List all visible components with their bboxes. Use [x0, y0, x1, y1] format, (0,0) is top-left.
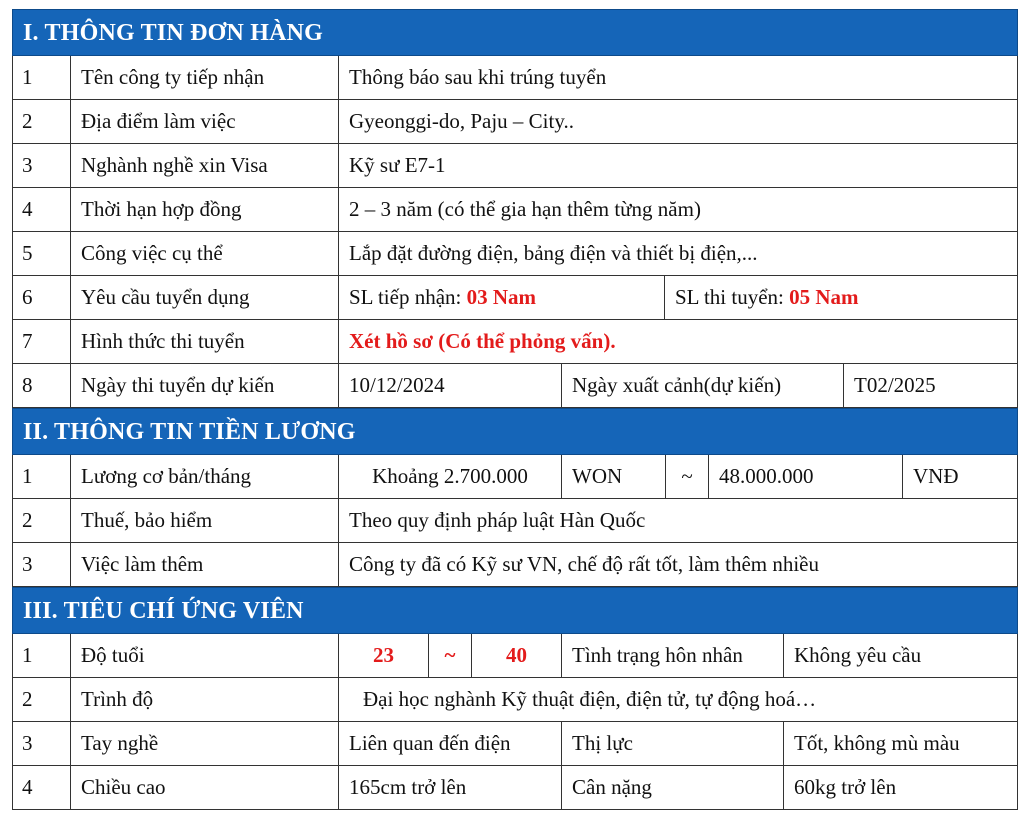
row-number: 1: [22, 643, 33, 667]
row-value: Đại học nghành Kỹ thuật điện, điện tử, tự động hoá…: [338, 678, 1017, 721]
table-row: [12, 766, 1018, 810]
row-value: Thông báo sau khi trúng tuyển: [338, 56, 1017, 99]
row-label: Yêu cầu tuyển dụng: [70, 276, 338, 319]
row-label: Độ tuổi: [70, 634, 338, 677]
age-min-value: 23: [338, 634, 428, 677]
table-row: [12, 320, 1018, 364]
row-number: 1: [22, 65, 33, 89]
row-label: Công việc cụ thể: [70, 232, 338, 275]
eyesight-value: Tốt, không mù màu: [783, 722, 1017, 765]
currency-won: WON: [561, 455, 665, 498]
weight-value: 60kg trở lên: [783, 766, 1017, 809]
range-tilde: ~: [665, 455, 708, 498]
age-max-value: 40: [471, 634, 561, 677]
row-value: Theo quy định pháp luật Hàn Quốc: [338, 499, 1017, 542]
recruitment-table: [12, 9, 1018, 810]
row-label: Thời hạn hợp đồng: [70, 188, 338, 231]
row-label: Tên công ty tiếp nhận: [70, 56, 338, 99]
row-label: Nghành nghề xin Visa: [70, 144, 338, 187]
section-candidate-criteria-header: III. TIÊU CHÍ ỨNG VIÊN: [12, 587, 1018, 634]
exam-quantity-value: 05 Nam: [789, 285, 859, 309]
row-label: Chiều cao: [70, 766, 338, 809]
exam-quantity-label: SL thi tuyển:: [675, 285, 790, 309]
departure-date-value: T02/2025: [843, 364, 1017, 407]
section-order-info-header: I. THÔNG TIN ĐƠN HÀNG: [12, 9, 1018, 56]
salary-amount-vnd: 48.000.000: [708, 455, 902, 498]
row-label: Hình thức thi tuyển: [70, 320, 338, 363]
marital-status-value: Không yêu cầu: [783, 634, 1017, 677]
weight-label: Cân nặng: [561, 766, 783, 809]
receive-quantity-cell: [338, 276, 664, 319]
age-range-tilde: ~: [428, 634, 471, 677]
receive-quantity-value: 03 Nam: [466, 285, 537, 309]
row-number: 1: [22, 464, 33, 488]
salary-amount-won: Khoảng 2.700.000: [338, 455, 561, 498]
table-row: [12, 678, 1018, 722]
row-number: 7: [22, 329, 33, 353]
row-value: Công ty đã có Kỹ sư VN, chế độ rất tốt, làm thêm nhiều: [338, 543, 1017, 586]
row-label: Thuế, bảo hiểm: [70, 499, 338, 542]
table-row: [12, 499, 1018, 543]
exam-format-value: Xét hồ sơ (Có thể phỏng vấn).: [338, 320, 1017, 363]
row-value: Gyeonggi-do, Paju – City..: [338, 100, 1017, 143]
table-row: [12, 188, 1018, 232]
table-row: [12, 634, 1018, 678]
exam-quantity-cell: [664, 276, 1017, 319]
table-row: [12, 232, 1018, 276]
row-number: 3: [22, 153, 33, 177]
row-label: Tay nghề: [70, 722, 338, 765]
row-number: 4: [22, 775, 33, 799]
row-number: 3: [22, 552, 33, 576]
row-number: 2: [22, 109, 33, 133]
height-value: 165cm trở lên: [338, 766, 561, 809]
marital-status-label: Tình trạng hôn nhân: [561, 634, 783, 677]
skill-value: Liên quan đến điện: [338, 722, 561, 765]
section-salary-info-header: II. THÔNG TIN TIỀN LƯƠNG: [12, 408, 1018, 455]
row-value: 2 – 3 năm (có thể gia hạn thêm từng năm): [338, 188, 1017, 231]
table-row: [12, 56, 1018, 100]
row-value: Kỹ sư E7-1: [338, 144, 1017, 187]
row-label: Lương cơ bản/tháng: [70, 455, 338, 498]
departure-date-label: Ngày xuất cảnh(dự kiến): [561, 364, 843, 407]
exam-date-value: 10/12/2024: [338, 364, 561, 407]
table-row: [12, 276, 1018, 320]
table-row: [12, 543, 1018, 587]
receive-quantity-label: SL tiếp nhận:: [349, 285, 467, 309]
row-label: Ngày thi tuyển dự kiến: [70, 364, 338, 407]
row-number: 2: [22, 687, 33, 711]
row-label: Việc làm thêm: [70, 543, 338, 586]
row-number: 8: [22, 373, 33, 397]
row-number: 4: [22, 197, 33, 221]
row-number: 2: [22, 508, 33, 532]
row-number: 6: [22, 285, 33, 309]
table-row: [12, 364, 1018, 408]
row-label: Trình độ: [70, 678, 338, 721]
row-label: Địa điểm làm việc: [70, 100, 338, 143]
row-number: 5: [22, 241, 33, 265]
row-value: Lắp đặt đường điện, bảng điện và thiết bị điện,...: [338, 232, 1017, 275]
table-row: [12, 455, 1018, 499]
eyesight-label: Thị lực: [561, 722, 783, 765]
table-row: [12, 144, 1018, 188]
table-row: [12, 100, 1018, 144]
currency-vnd: VNĐ: [902, 455, 1017, 498]
row-number: 3: [22, 731, 33, 755]
table-row: [12, 722, 1018, 766]
